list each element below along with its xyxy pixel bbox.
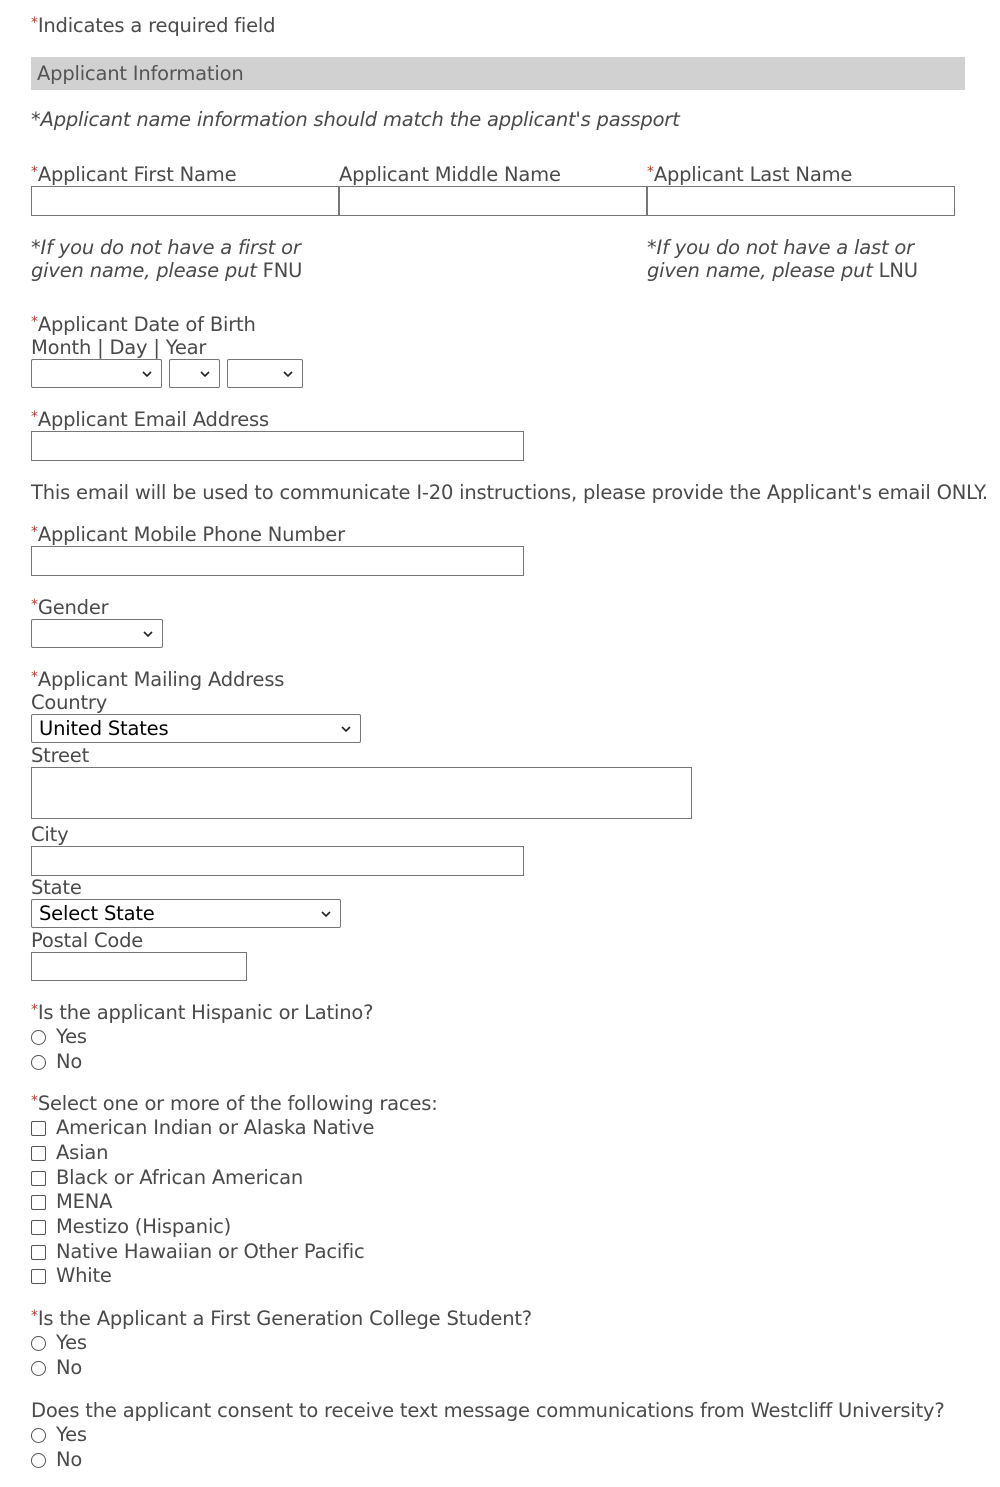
country-label: Country (31, 691, 108, 714)
street-input[interactable] (31, 767, 692, 819)
first-gen-yes-label[interactable]: Yes (56, 1331, 87, 1354)
hispanic-yes-label[interactable]: Yes (56, 1025, 87, 1048)
section-header-bar (31, 57, 965, 90)
state-select-value: Select State (39, 902, 155, 925)
first-gen-no-radio[interactable] (31, 1361, 46, 1376)
state-label: State (31, 876, 82, 899)
sms-consent-yes-label[interactable]: Yes (56, 1423, 87, 1446)
hispanic-yes-radio[interactable] (31, 1030, 46, 1045)
mailing-address-label: *Applicant Mailing Address (31, 668, 285, 691)
race-label-white[interactable]: White (56, 1264, 112, 1287)
passport-note: *Applicant name information should match the applicant's passport (31, 108, 680, 131)
middle-name-input[interactable] (339, 186, 647, 216)
sms-consent-yes-radio[interactable] (31, 1428, 46, 1443)
dob-sublabel: Month | Day | Year (31, 336, 207, 359)
sms-consent-no-label[interactable]: No (56, 1448, 83, 1471)
first-name-label: *Applicant First Name (31, 163, 237, 186)
country-select-value: United States (39, 717, 169, 740)
race-checkbox-american-indian[interactable] (31, 1121, 46, 1136)
hispanic-question: *Is the applicant Hispanic or Latino? (31, 1001, 374, 1024)
required-marker: * (31, 15, 38, 31)
last-name-label: *Applicant Last Name (647, 163, 853, 186)
country-select[interactable] (31, 714, 361, 743)
last-name-input[interactable] (647, 186, 955, 216)
chevron-down-icon (320, 908, 332, 920)
race-checkbox-mena[interactable] (31, 1195, 46, 1210)
race-checkbox-white[interactable] (31, 1269, 46, 1284)
first-gen-question: *Is the Applicant a First Generation College Student? (31, 1307, 532, 1330)
chevron-down-icon (199, 368, 211, 380)
section-title: Applicant Information (37, 62, 244, 85)
hispanic-no-radio[interactable] (31, 1055, 46, 1070)
first-gen-no-label[interactable]: No (56, 1356, 83, 1379)
dob-day-select[interactable] (169, 359, 220, 388)
race-label-native-hawaiian[interactable]: Native Hawaiian or Other Pacific (56, 1240, 365, 1263)
email-input[interactable] (31, 431, 524, 461)
dob-label: *Applicant Date of Birth (31, 313, 256, 336)
dob-year-select[interactable] (227, 359, 303, 388)
first-name-hint: *If you do not have a first or given name, please put FNU (31, 236, 303, 282)
phone-label: *Applicant Mobile Phone Number (31, 523, 345, 546)
email-label: *Applicant Email Address (31, 408, 269, 431)
hispanic-no-label[interactable]: No (56, 1050, 83, 1073)
race-checkbox-asian[interactable] (31, 1146, 46, 1161)
gender-select[interactable] (31, 619, 163, 648)
first-gen-yes-radio[interactable] (31, 1336, 46, 1351)
phone-input[interactable] (31, 546, 524, 576)
race-label-american-indian[interactable]: American Indian or Alaska Native (56, 1116, 375, 1139)
race-checkbox-black[interactable] (31, 1171, 46, 1186)
postal-code-input[interactable] (31, 952, 247, 981)
email-note: This email will be used to communicate I-20 instructions, please provide the Applicant's email ONLY. (31, 481, 988, 504)
middle-name-label: Applicant Middle Name (339, 163, 561, 186)
races-question: *Select one or more of the following races: (31, 1092, 438, 1115)
race-checkbox-mestizo[interactable] (31, 1220, 46, 1235)
city-label: City (31, 823, 69, 846)
required-field-note: *Indicates a required field (31, 14, 276, 37)
sms-consent-question: Does the applicant consent to receive text message communications from Westcliff University? (31, 1399, 945, 1422)
race-label-mestizo[interactable]: Mestizo (Hispanic) (56, 1215, 232, 1238)
gender-label: *Gender (31, 596, 109, 619)
race-label-mena[interactable]: MENA (56, 1190, 113, 1213)
dob-month-select[interactable] (31, 359, 162, 388)
chevron-down-icon (282, 368, 294, 380)
street-label: Street (31, 744, 90, 767)
first-name-input[interactable] (31, 186, 339, 216)
chevron-down-icon (141, 368, 153, 380)
postal-code-label: Postal Code (31, 929, 144, 952)
race-checkbox-native-hawaiian[interactable] (31, 1245, 46, 1260)
chevron-down-icon (142, 628, 154, 640)
state-select[interactable] (31, 899, 341, 928)
last-name-hint: *If you do not have a last or given name, please put LNU (647, 236, 918, 282)
sms-consent-no-radio[interactable] (31, 1453, 46, 1468)
chevron-down-icon (340, 723, 352, 735)
race-label-black[interactable]: Black or African American (56, 1166, 304, 1189)
race-label-asian[interactable]: Asian (56, 1141, 109, 1164)
city-input[interactable] (31, 846, 524, 876)
